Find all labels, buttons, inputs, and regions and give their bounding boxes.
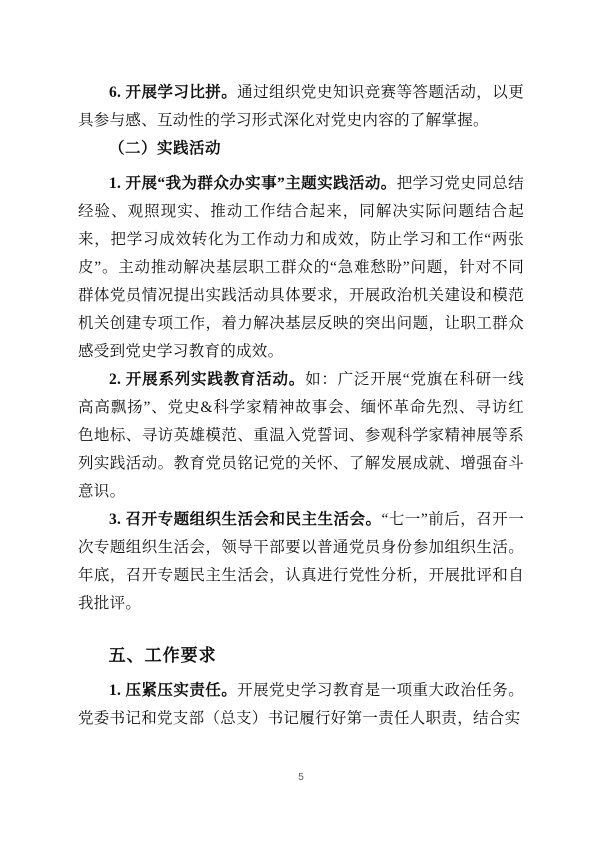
paragraph-lead: 1. 开展“我为群众办实事”主题实践活动。 xyxy=(109,175,397,192)
paragraph-practice-education-series xyxy=(78,366,524,506)
paragraph-lead: 6. 开展学习比拼。 xyxy=(109,84,238,101)
subsection-heading-practice-activities: （二）实践活动 xyxy=(109,140,222,157)
paragraph-lead: 2. 开展系列实践教育活动。 xyxy=(109,371,306,388)
paragraph-serve-the-people xyxy=(78,170,524,366)
page-footer xyxy=(78,767,524,785)
paragraph-special-organization-life-meetings xyxy=(78,506,524,618)
paragraph-compact-responsibility xyxy=(78,677,524,733)
paragraph-text: 如：广泛开展“党旗在科研一线高高飘扬”、党史&科学家精神故事会、缅怀革命先烈、寻访红色地标、寻访英雄模范、重温入党誓词、参观科学家精神展等系列实践活动。教育党员铭记党的关怀、了解发展成就、增强奋斗意识。 xyxy=(78,371,524,500)
paragraph-text: “七一”前后，召开一次专题组织生活会，领导干部要以普通党员身份参加组织生活。年底，召开专题民主生活会，认真进行党性分析，开展批评和自我批评。 xyxy=(78,511,525,612)
paragraph-lead: 3. 召开专题组织生活会和民主生活会。 xyxy=(109,511,382,528)
paragraph-text: 把学习党史同总结经验、观照现实、推动工作结合起来，同解决实际问题结合起来，把学习成效转化为工作动力和成效，防止学习和工作“两张皮”。主动推动解决基层职工群众的“急难愁盼”问题，针对不同群体党员情况提出实践活动具体要求，开展政治机关建设和模范机关创建专项工作，着力解决基层反映的突出问题，让职工群众感受到党史学习教育的成效。 xyxy=(78,175,524,360)
paragraph-lead: 1. 压紧压实责任。 xyxy=(109,682,238,699)
page-number: 5 xyxy=(298,772,304,783)
section-heading-work-requirements: 五、工作要求 xyxy=(108,646,217,665)
paragraph-text: 通过组织党史知识竞赛等答题活动，以更具参与感、互动性的学习形式深化对党史内容的了解掌握。 xyxy=(78,84,524,129)
paragraph-learning-competition xyxy=(78,79,524,135)
paragraph-text: 开展党史学习教育是一项重大政治任务。党委书记和党支部（总支）书记履行好第一责任人职责，结合实 xyxy=(78,682,524,727)
